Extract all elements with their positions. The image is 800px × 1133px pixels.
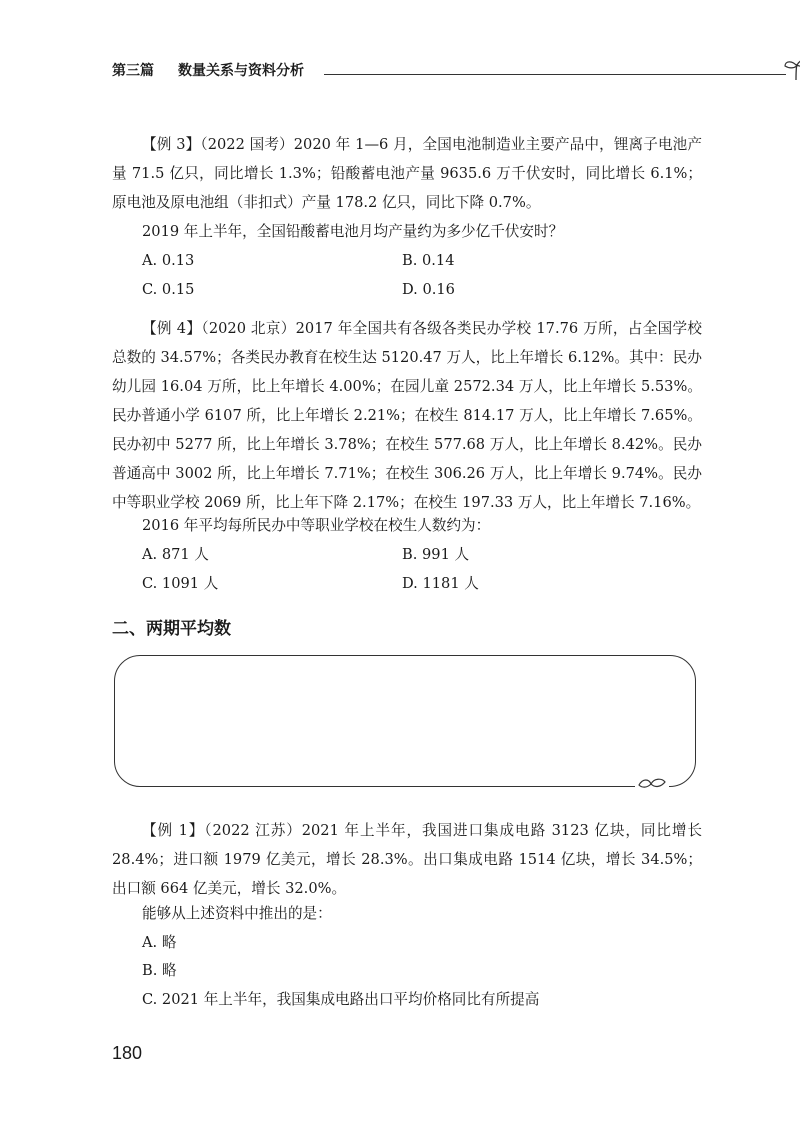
example-3-text: 【例 3】（2022 国考）2020 年 1—6 月，全国电池制造业主要产品中，锂离子电池产量 71.5 亿只，同比增长 1.3%；铅酸蓄电池产量 9635.6 万千伏安时，同比增长 6.1%；原电池及原电池组（非扣式）产量 178.2 亿只，同比下降 0.7%。 bbox=[112, 136, 702, 211]
example-1-text: 【例 1】（2022 江苏）2021 年上半年，我国进口集成电路 3123 亿块，同比增长 28.4%；进口额 1979 亿美元，增长 28.3%。出口集成电路 1514 亿块，增长 34.5%；出口额 664 亿美元，增长 32.0%。 bbox=[112, 822, 702, 897]
example-1-question: 能够从上述资料中推出的是： bbox=[142, 905, 332, 922]
page-number: 180 bbox=[112, 1043, 143, 1063]
leaf-icon bbox=[635, 775, 669, 794]
sprout-icon bbox=[782, 56, 800, 86]
example-3-option-a: A. 0.13 bbox=[142, 252, 195, 269]
part-label: 第三篇 bbox=[112, 63, 154, 79]
note-box bbox=[114, 655, 696, 787]
running-header bbox=[112, 56, 704, 84]
example-3-question: 2019 年上半年，全国铅酸蓄电池月均产量约为多少亿千伏安时？ bbox=[142, 223, 564, 240]
chapter-title: 数量关系与资料分析 bbox=[178, 63, 304, 79]
example-1-option-b: B. 略 bbox=[142, 962, 177, 979]
example-4-option-a: A. 871 人 bbox=[142, 546, 209, 563]
example-3-option-b: B. 0.14 bbox=[402, 252, 455, 269]
header-rule bbox=[324, 74, 786, 75]
example-3-option-d: D. 0.16 bbox=[402, 281, 455, 298]
example-4-text: 【例 4】（2020 北京）2017 年全国共有各级各类民办学校 17.76 万所，占全国学校总数的 34.57%；各类民办教育在校生达 5120.47 万人，比上年增长 6.12%。其中：民办幼儿园 16.04 万所，比上年增长 4.00%；在园儿童 2572.34 万人，比上年增长 5.53%。民办普通小学 6107 所，比上年增长 2.21%；在校生 814.17 万人，比上年增长 7.65%。民办初中 5277 所，比上年增长 3.78%；在校生 577.68 万人，比上年增长 8.42%。民办普通高中 3002 所，比上年增长 7.71%；在校生 306.26 万人，比上年增长 9.74%。民办中等职业学校 2069 所，比上年下降 2.17%；在校生 197.33 万人，比上年增长 7.16%。 bbox=[112, 320, 702, 511]
example-1-option-c: C. 2021 年上半年，我国集成电路出口平均价格同比有所提高 bbox=[142, 991, 540, 1008]
section-title: 二、两期平均数 bbox=[112, 619, 231, 639]
example-4-option-d: D. 1181 人 bbox=[402, 575, 479, 592]
example-1-option-a: A. 略 bbox=[142, 934, 177, 951]
example-4-option-b: B. 991 人 bbox=[402, 546, 470, 563]
example-3-option-c: C. 0.15 bbox=[142, 281, 195, 298]
example-4-option-c: C. 1091 人 bbox=[142, 575, 219, 592]
example-4-question: 2016 年平均每所民办中等职业学校在校生人数约为： bbox=[142, 517, 491, 534]
